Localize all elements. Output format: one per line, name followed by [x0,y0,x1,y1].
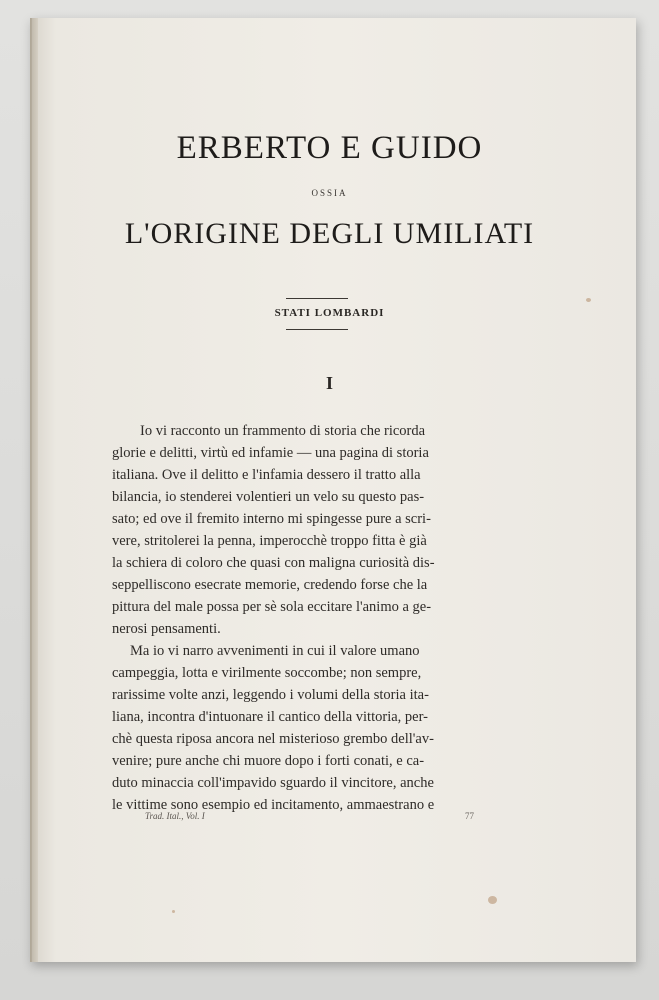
text-line: venire; pure anche chi muore dopo i forti conati, e ca- [112,753,425,769]
text-line: liana, incontra d'intuonare il cantico della vittoria, per- [112,709,428,725]
text-line: seppelliscono esecrate memorie, credendo forse che la [112,577,428,593]
section-heading: STATI LOMBARDI [274,307,385,319]
footer-signature: Trad. Ital., Vol. I [145,811,205,821]
page-subtitle: L'ORIGINE DEGLI UMILIATI [124,217,535,250]
text-line: pittura del male possa per sè sola eccitare l'animo a ge- [112,599,432,615]
divider-bottom [286,329,348,330]
text-line: glorie e delitti, virtù ed infamie — una pagina di storia [112,445,429,461]
text-line: nerosi pensamenti. [112,621,221,637]
text-line: italiana. Ove il delitto e l'infamia dessero il tratto alla [112,467,421,483]
text-line: Ma io vi narro avvenimenti in cui il valore umano [130,643,420,659]
text-line: vere, stritolerei la penna, imperocchè troppo fitta è già [112,533,427,549]
chapter-number: I [325,373,333,393]
text-line: sato; ed ove il fremito interno mi spingesse pure a scri- [112,511,431,527]
text-line: bilancia, io stenderei volentieri un velo su questo pas- [112,489,425,505]
page-title: ERBERTO E GUIDO [176,130,483,166]
foxing-spot [586,298,591,302]
divider-top [286,298,348,299]
foxing-spot [488,896,497,904]
text-line: chè questa riposa ancora nel misterioso grembo dell'av- [112,731,434,747]
text-line: duto minaccia coll'impavido sguardo il vincitore, anche [112,775,434,791]
text-line: rarissime volte anzi, leggendo i volumi della storia ita- [112,687,429,703]
foxing-spot [172,910,175,913]
text-line: Io vi racconto un frammento di storia che ricorda [140,423,426,439]
footer-page-number: 77 [465,811,474,821]
text-line: la schiera di coloro che quasi con maligna curiosità dis- [112,555,435,571]
title-connector: OSSIA [311,188,348,198]
text-line: le vittime sono esempio ed incitamento, ammaestrano e [112,797,435,813]
text-line: campeggia, lotta e virilmente soccombe; non sempre, [112,665,422,681]
